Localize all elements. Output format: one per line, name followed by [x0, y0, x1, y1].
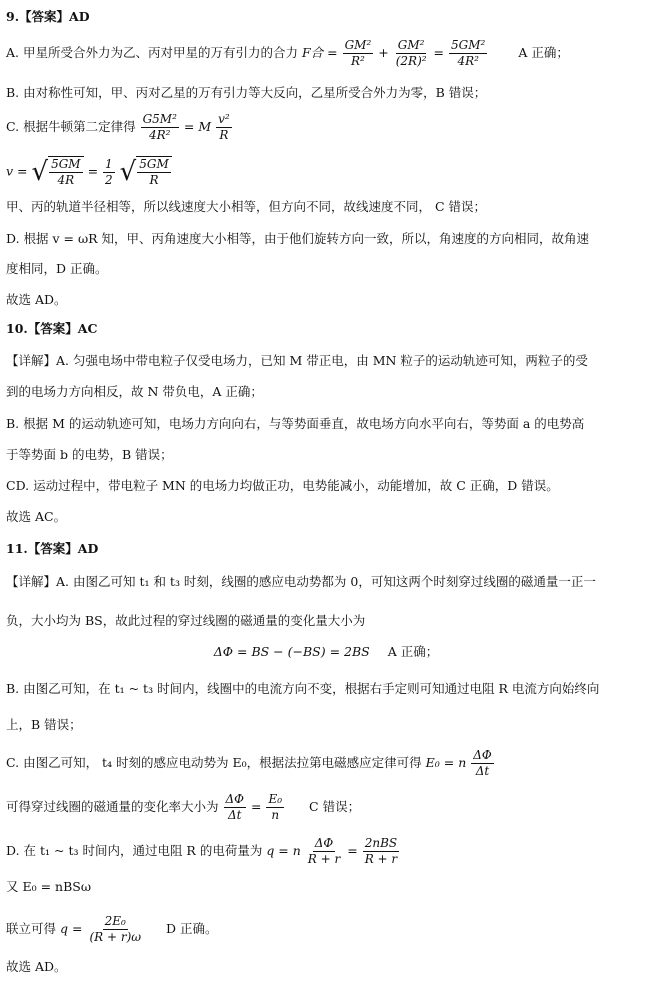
q9-a-lhs: F合 =: [301, 45, 338, 60]
q11-option-c-rate: [6, 792, 646, 823]
q11-c2-verdict: C 错误；: [309, 799, 361, 814]
q9-a-verdict: A 正确；: [518, 45, 569, 60]
q9-v-sqrt2: √ $\frac{5GM}{R}$: [120, 156, 172, 188]
q10-final: 故选 AC。: [6, 509, 67, 524]
q11-d-frac2: $\frac{\text{2nBS}}{R + r}$: [364, 836, 398, 866]
q11-join: [6, 914, 646, 945]
q11-join-frac: $\frac{\text{2E₀}}{(R + r)\omega}$: [89, 914, 142, 944]
q11-c2-frac2: $\frac{\text{E₀}}{n}$: [268, 792, 283, 822]
q9-final: 故选 AD。: [6, 292, 67, 307]
q11-option-c: [6, 748, 646, 779]
q10-option-b-cont: 于等势面 b 的电势，B 错误；: [6, 447, 173, 462]
q9-a-plus: +: [378, 45, 389, 60]
q9-option-a: [6, 38, 646, 69]
q11-option-b: B. 由图乙可知，在 t₁ ~ t₃ 时间内，线圈中的电流方向不变，根据右手定则可知通过电阻 R 电流方向始终向: [6, 681, 600, 696]
q11-a-equation: ΔΦ = BS − (−BS) = 2BS: [213, 644, 370, 659]
q11-header: 11.【答案】AD: [6, 541, 99, 556]
q11-c-text: C. 由图乙可知， t₄ 时刻的感应电动势为 E₀，根据法拉第电磁感应定律可得: [6, 755, 422, 770]
q11-join-text: 联立可得: [6, 921, 57, 936]
q10-option-a-cont: 到的电场力方向相反，故 N 带负电，A 正确；: [6, 384, 263, 399]
q11-join-lhs: q =: [60, 921, 83, 936]
q9-v-half: $\frac{1}{2}$: [105, 156, 113, 187]
q9-c-text: C. 根据牛顿第二定律得: [6, 119, 136, 134]
q9-a-frac2: $\frac{\text{GM²}}{\text{(2R)²}}$: [395, 38, 427, 68]
q11-d-equals: =: [347, 843, 358, 858]
q9-option-b: B. 由对称性可知，甲、丙对乙星的万有引力等大反向，乙星所受合外力为零，B 错误；: [6, 85, 487, 100]
q10-option-cd: CD. 运动过程中，带电粒子 MN 的电场力均做正功，电势能减小，动能增加，故 C 正确，D 错误。: [6, 478, 559, 493]
q9-v-equals: =: [87, 163, 99, 179]
q9-a-frac3: $\frac{\text{5GM²}}{\text{4R²}}$: [451, 38, 486, 68]
q9-a-text: A. 甲星所受合外力为乙、丙对甲星的万有引力的合力: [6, 45, 298, 60]
q10-option-a: 【详解】A. 匀强电场中带电粒子仅受电场力，已知 M 带正电，由 MN 粒子的运动轨迹可知，两粒子的受: [6, 353, 588, 368]
q11-also: 又 E₀ = nBSω: [6, 879, 92, 894]
q9-option-d-cont: 度相同，D 正确。: [6, 261, 108, 276]
q9-c-mid: = M: [183, 119, 212, 134]
q11-c2-equals: =: [251, 799, 262, 814]
q10-option-b: B. 根据 M 的运动轨迹可知，电场力方向向右，与等势面垂直，故电场方向水平向右，等势面 a 的电势高: [6, 416, 585, 431]
q11-c2-text: 可得穿过线圈的磁通量的变化率大小为: [6, 799, 219, 814]
q11-option-b-cont: 上，B 错误；: [6, 717, 82, 732]
q11-c2-frac1: $\frac{\Delta\Phi}{\Delta t}$: [225, 792, 245, 822]
q11-option-a: 【详解】A. 由图乙可知 t₁ 和 t₃ 时刻，线圈的感应电动势都为 0，可知这两个时刻穿过线圈的磁通量一正一: [6, 574, 596, 589]
q11-option-d: [6, 836, 646, 867]
q11-final: 故选 AD。: [6, 959, 67, 974]
q11-d-frac1: $\frac{\Delta\Phi}{R + r}$: [307, 836, 341, 866]
q11-option-a-cont: 负，大小均为 BS，故此过程的穿过线圈的磁通量的变化量大小为: [6, 613, 366, 628]
q11-d-lhs: q = n: [266, 843, 301, 858]
q9-v-sqrt1: √ $\frac{5GM}{4R}$: [32, 156, 84, 188]
q9-c-conclusion: 甲、丙的轨道半径相等，所以线速度大小相等，但方向不同，故线速度不同， C 错误；: [6, 199, 487, 214]
q11-a-verdict: A 正确；: [387, 644, 439, 659]
q9-a-equals: =: [433, 45, 445, 60]
q9-a-frac1: $\frac{\text{GM²}}{\text{R²}}$: [344, 38, 372, 68]
q9-velocity-equation: [6, 156, 646, 188]
q9-header: 9.【答案】AD: [6, 9, 90, 24]
q11-a-equation-line: [6, 643, 646, 661]
q9-option-d: D. 根据 v = ωR 知，甲、丙角速度大小相等，由于他们旋转方向一致，所以，角速度的方向相同，故角速: [6, 231, 590, 246]
q11-c-lhs: E₀ = n: [425, 755, 467, 770]
q11-d-text: D. 在 t₁ ~ t₃ 时间内，通过电阻 R 的电荷量为: [6, 843, 263, 858]
q9-c-frac2: $\frac{\text{v²}}{R}$: [218, 112, 230, 142]
q9-v-lhs: v =: [6, 163, 28, 179]
q11-c-frac: $\frac{\Delta\Phi}{\Delta t}$: [473, 748, 492, 778]
q11-join-verdict: D 正确。: [166, 921, 218, 936]
q9-c-frac1: $\frac{\text{G5M²}}{\text{4R²}}$: [142, 112, 177, 142]
q10-header: 10.【答案】AC: [6, 321, 98, 336]
q9-option-c: [6, 112, 646, 143]
